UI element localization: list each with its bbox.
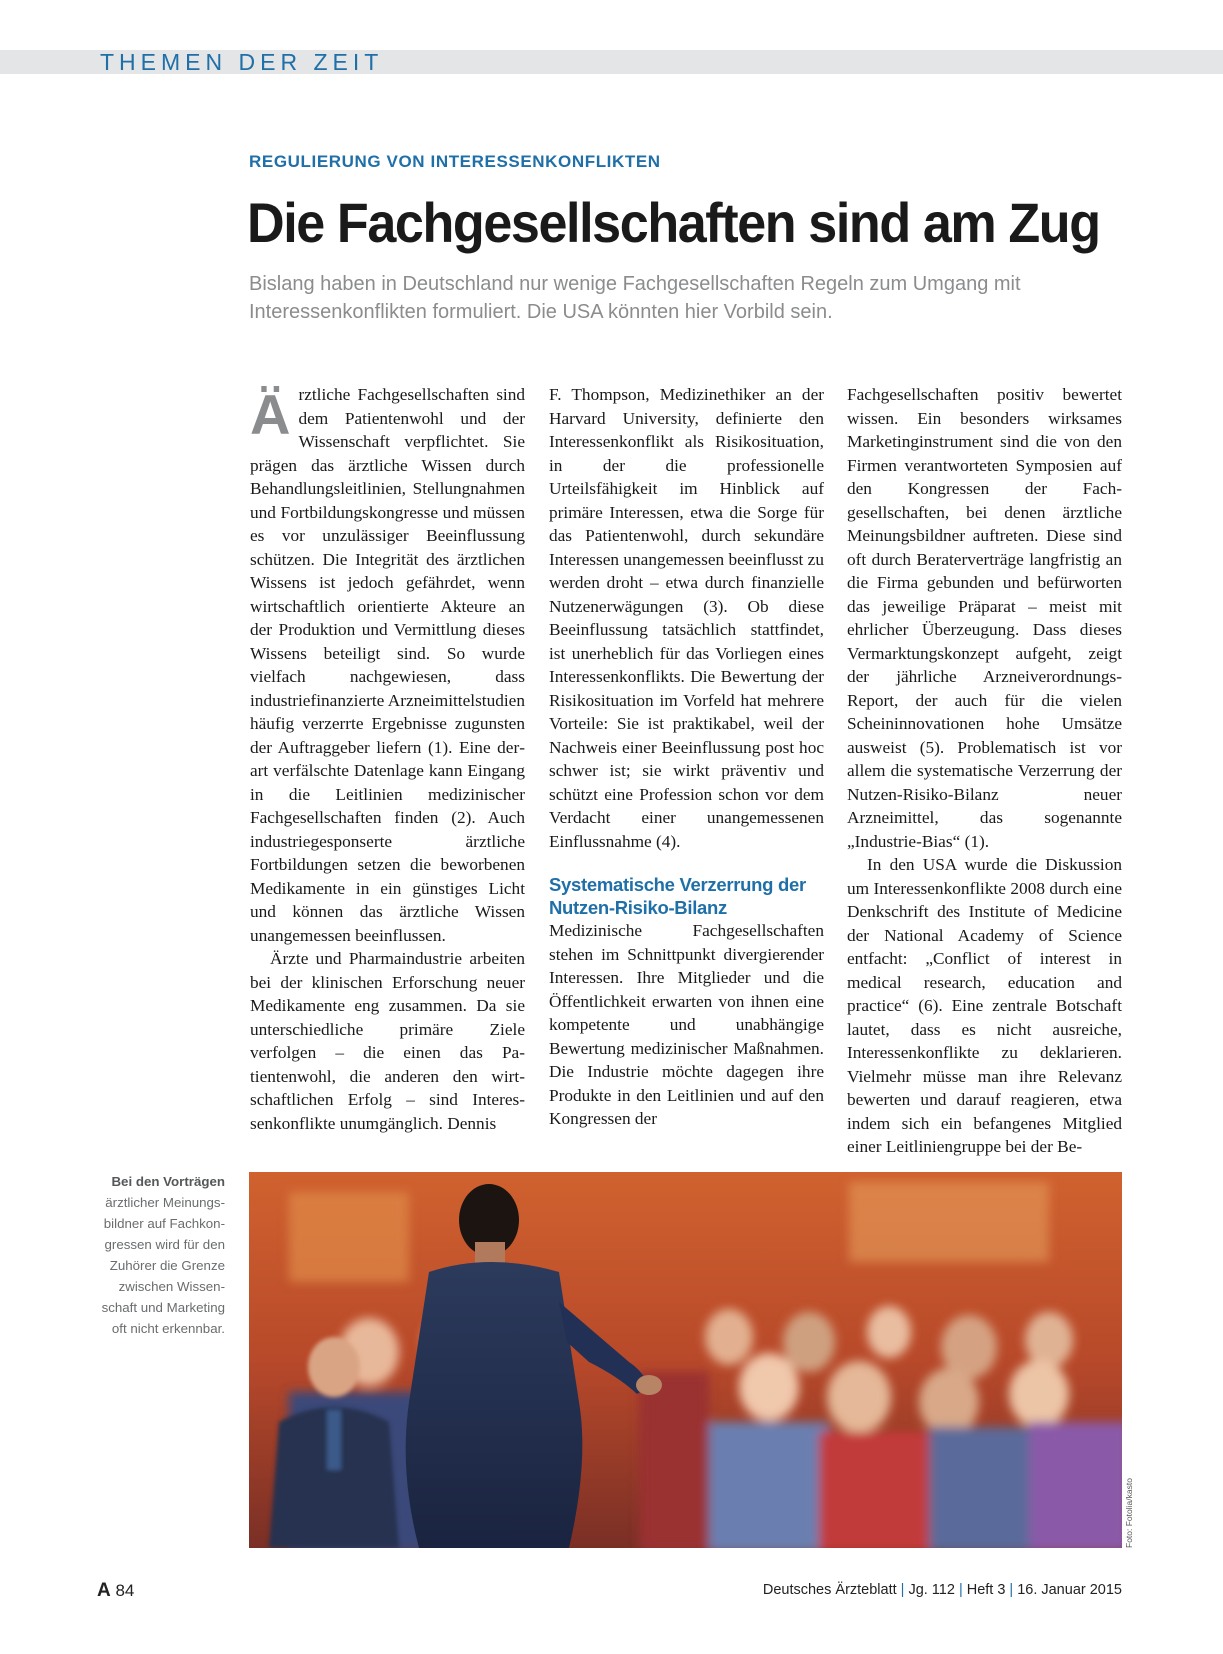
article-headline: Die Fachgesellschaften sind am Zug [247, 191, 1100, 254]
page-number-value: 84 [115, 1581, 135, 1600]
caption-lead: Bei den Vorträgen [111, 1174, 225, 1189]
page-number [97, 1580, 134, 1602]
journal-date: 16. Januar 2015 [1017, 1582, 1122, 1598]
text-column-3 [847, 383, 1122, 1159]
separator: | [1009, 1582, 1014, 1598]
separator: | [958, 1582, 963, 1598]
conference-photo-illustration [249, 1172, 1122, 1548]
paragraph: In den USA wurde die Diskussion um Interessenkonflikte 2008 durch eine Denkschrift des Institute of Medicine der National Academy of Science entfacht: „Conflict of interest in medical research, education and practice“ (6). Eine zentrale Botschaft lautet, dass es nicht ausreiche, Interessenkonflikte zu deklarieren. Vielmehr müsse man ihre Relevanz bewerten und darauf reagieren, etwa indem sich ein befangenes Mitglied einer Leitliniengruppe bei der Be- [847, 855, 1122, 1156]
paragraph-text: rztliche Fachgesellschaften sind dem Patientenwohl und der Wissenschaft verpflichtet. Sie prägen das ärztliche Wissen durch Behandlungsleitlinien, Stellungnahmen und Fortbildungskongresse und müssen es vor unzulässiger Beeinflussung schützen. Die Integrität des ärztlichen Wissens ist jedoch gefährdet, wenn wirtschaftlich orientierte Akteure an der Produktion und Vermittlung dieses Wissens beteiligt sind. So wurde vielfach nachgewiesen, dass industriefinanzierte Arzneimittelstudien häufig verzerrte Ergebnisse zugunsten der Auftraggeber liefern (1). Eine derart verfälschte Datenlage kann Eingang in die Leitlinien medizinischer Fachgesellschaften finden (2). Auch industriegesponserte ärztliche Fortbildungen setzen die beworbenen Medikamente in ein günstiges Licht und können das ärztliche Wissen unangemessen beeinflussen. [250, 385, 525, 945]
journal-info [763, 1582, 1122, 1598]
journal-name: Deutsches Ärzteblatt [762, 1582, 897, 1598]
photo-caption [96, 1171, 225, 1339]
text-column-2 [549, 383, 824, 1131]
article-kicker: REGULIERUNG VON INTERESSENKONFLIKTEN [249, 152, 661, 171]
paragraph [250, 383, 525, 947]
journal-volume: Jg. 112 [908, 1582, 955, 1598]
caption-text: ärztlicher Meinungsbildner auf Fachkongressen wird für den Zuhörer die Grenze zwischen Wissenschaft und Marketing oft nicht erkennbar. [101, 1195, 225, 1336]
article-deck: Bislang haben in Deutschland nur wenige Fachgesellschaften Regeln zum Umgang mit Interessenkonflikten formuliert. Die USA könnten hier Vorbild sein. [249, 273, 1021, 323]
conference-photo [249, 1172, 1122, 1548]
photo-credit: Foto: Fotolia/kasto [1124, 1478, 1134, 1548]
text-column-1 [250, 383, 525, 1135]
paragraph: F. Thompson, Medizinethiker an der Harvard University, definierte den Interessenkonflikt als Risikosituation, in der die professionelle Urteilsfähigkeit im Hinblick auf primäre Interessen, etwa die Sorge für das Patientenwohl, durch sekundäre Interessen unangemessen beeinflusst zu werden droht – etwa durch finanzielle Nutzenerwägungen (3). Ob diese Beeinflussung tatsächlich stattfindet, ist unerheblich für das Vorliegen eines Interessenkonflikts. Die Bewertung der Risikosituation im Vorfeld hat mehrere Vorteile: Sie ist praktikabel, weil der Nachweis einer Beeinflussung post hoc schwer ist; sie wirkt präventiv und schützt eine Profession schon vor dem Verdacht einer unangemessenen Einflussnahme (4). [549, 385, 824, 851]
paragraph: Ärzte und Pharmaindustrie arbeiten bei der klinischen Erforschung neuer Medikamente eng zusammen. Da sie unterschiedliche primäre Ziele verfolgen – die einen das Patientenwohl, die anderen den wirtschaftlichen Erfolg – sind Interessenkonflikte unumgänglich. Dennis [250, 949, 525, 1133]
journal-issue: Heft 3 [966, 1582, 1006, 1598]
subheading: Systematische Verzerrung der Nutzen-Risiko-Bilanz [549, 874, 806, 918]
separator: | [900, 1582, 905, 1598]
paragraph: Fachgesellschaften positiv bewertet wissen. Ein besonders wirksames Marketinginstrument sind die von den Firmen verantworteten Symposien auf den Kongressen der Fachgesellschaften, bei denen ärztliche Meinungsbildner auftreten. Diese sind oft durch Beraterverträge langfristig an die Firma gebunden und befürworten das jeweilige Präparat – meist mit ehrlicher Überzeugung. Dass dieses Vermarktungskonzept aufgeht, zeigt der jährliche Arzneiverordnungs-Report, der auch für die vielen Scheininnovationen hohe Umsätze ausweist (5). Problematisch ist vor allem die systematische Verzerrung der Nutzen-Risiko-Bilanz neuer Arzneimittel, das sogenannte „Industrie-Bias“ (1). [847, 385, 1122, 851]
section-label: THEMEN DER ZEIT [100, 49, 384, 75]
page-prefix: A [97, 1580, 111, 1601]
paragraph: Medizinische Fachgesellschaften stehen im Schnittpunkt divergierender Interessen. Ihre Mitglieder und die Öffentlichkeit erwarten von ihnen eine kompetente und unabhängige Bewertung medizinischer Maßnahmen. Die Industrie möchte dagegen ihre Produkte in den Leitlinien und auf den Kongressen der [549, 921, 824, 1128]
drop-cap: Ä [250, 383, 291, 446]
